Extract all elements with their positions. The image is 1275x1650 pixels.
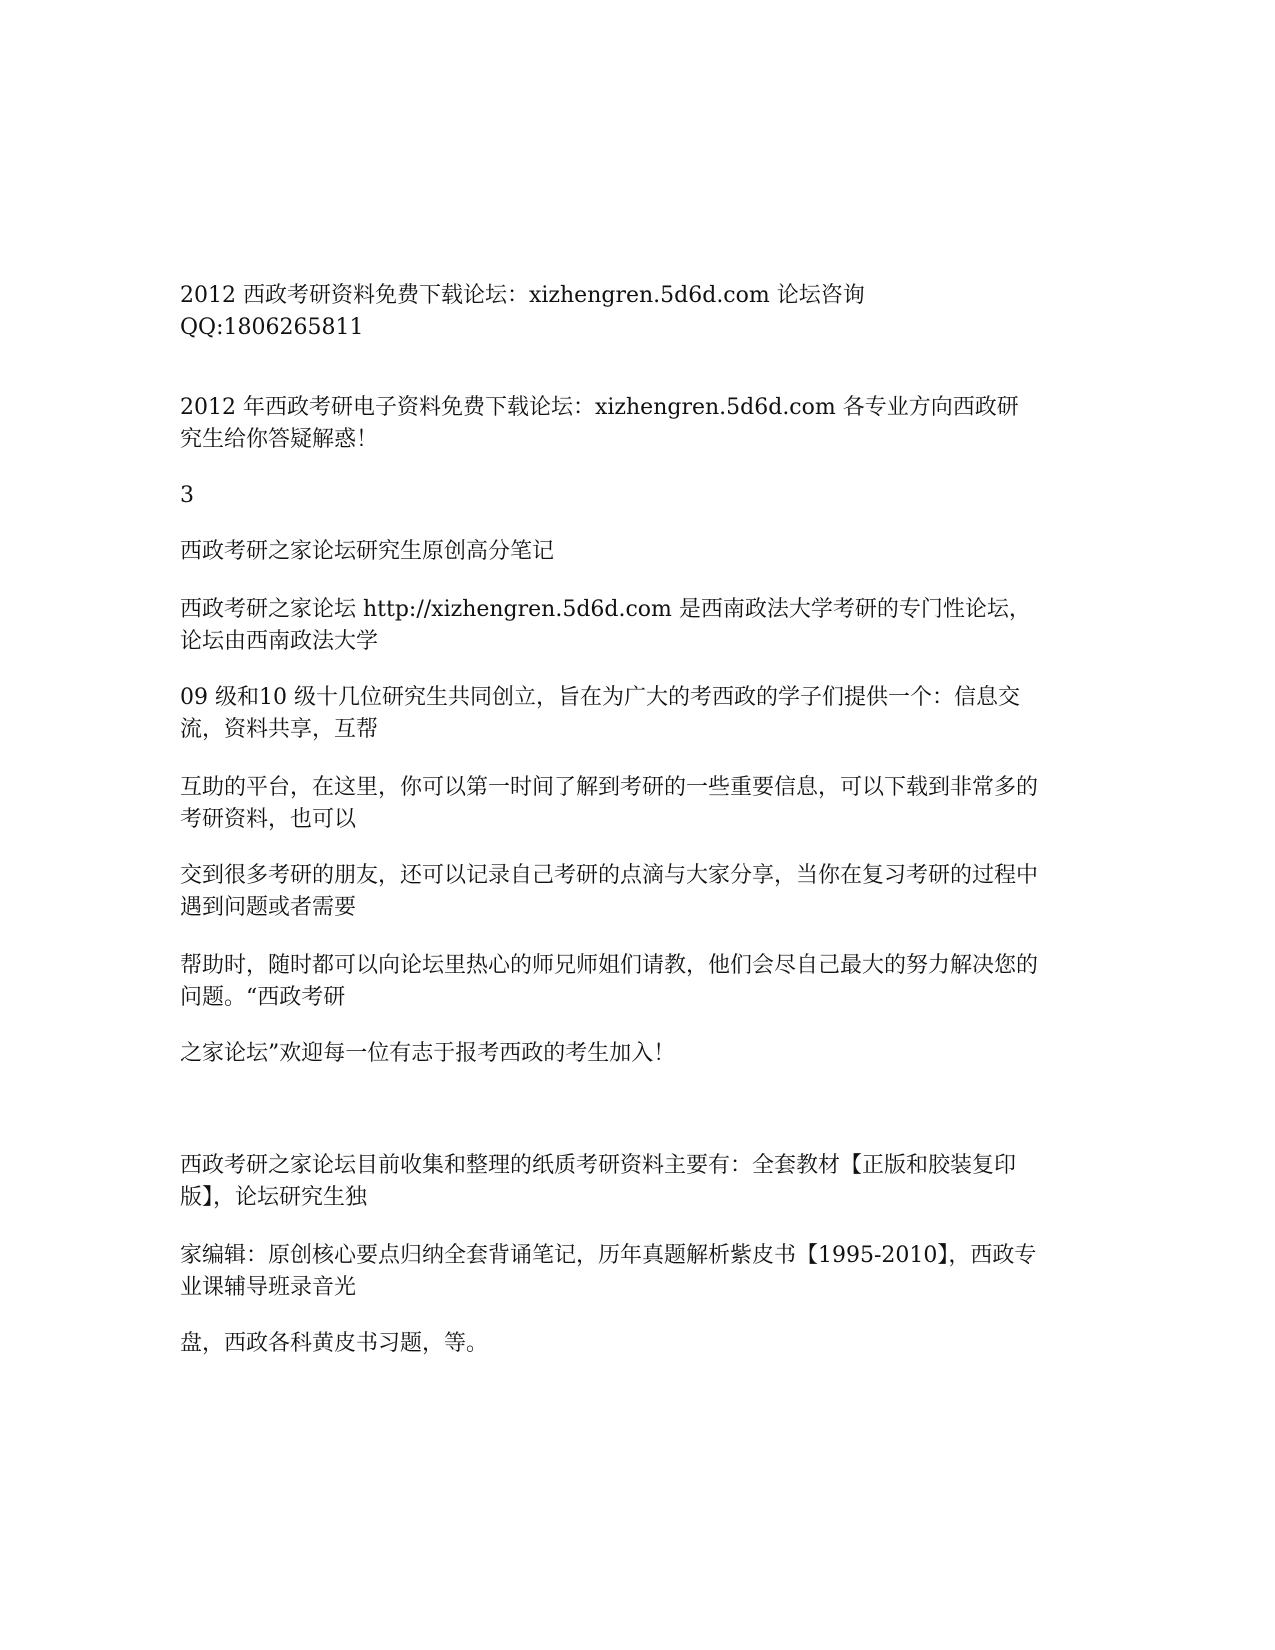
paragraph: 互助的平台，在这里，你可以第一时间了解到考研的一些重要信息，可以下载到非常多的考研资料，也可以 (180, 775, 1039, 832)
paragraph: 盘，西政各科黄皮书习题，等。 (180, 1331, 489, 1356)
promo-line: 2012 年西政考研电子资料免费下载论坛：xizhengren.5d6d.com 各专业方向西政研究生给你答疑解惑！ (180, 395, 1019, 452)
paragraph: 家编辑：原创核心要点归纳全套背诵笔记，历年真题解析紫皮书【1995-2010】，西政专业课辅导班录音光 (180, 1243, 1037, 1300)
paragraph: 之家论坛”欢迎每一位有志于报考西政的考生加入！ (180, 1041, 676, 1066)
paragraph: 西政考研之家论坛目前收集和整理的纸质考研资料主要有：全套教材【正版和胶装复印版】，论坛研究生独 (180, 1153, 1017, 1210)
paragraph: 09 级和10 级十几位研究生共同创立，旨在为广大的考西政的学子们提供一个：信息交流，资料共享，互帮 (180, 685, 1020, 742)
header-line: 2012 西政考研资料免费下载论坛：xizhengren.5d6d.com 论坛咨询QQ:1806265811 (180, 283, 865, 340)
paragraph: 交到很多考研的朋友，还可以记录自己考研的点滴与大家分享，当你在复习考研的过程中遇到问题或者需要 (180, 863, 1039, 920)
paragraph: 帮助时，随时都可以向论坛里热心的师兄师姐们请教，他们会尽自己最大的努力解决您的问题。“西政考研 (180, 953, 1039, 1010)
paragraph: 西政考研之家论坛 http://xizhengren.5d6d.com 是西南政法大学考研的专门性论坛，论坛由西南政法大学 (180, 597, 1031, 654)
page-number: 3 (180, 483, 194, 508)
section-heading: 西政考研之家论坛研究生原创高分笔记 (180, 539, 555, 564)
